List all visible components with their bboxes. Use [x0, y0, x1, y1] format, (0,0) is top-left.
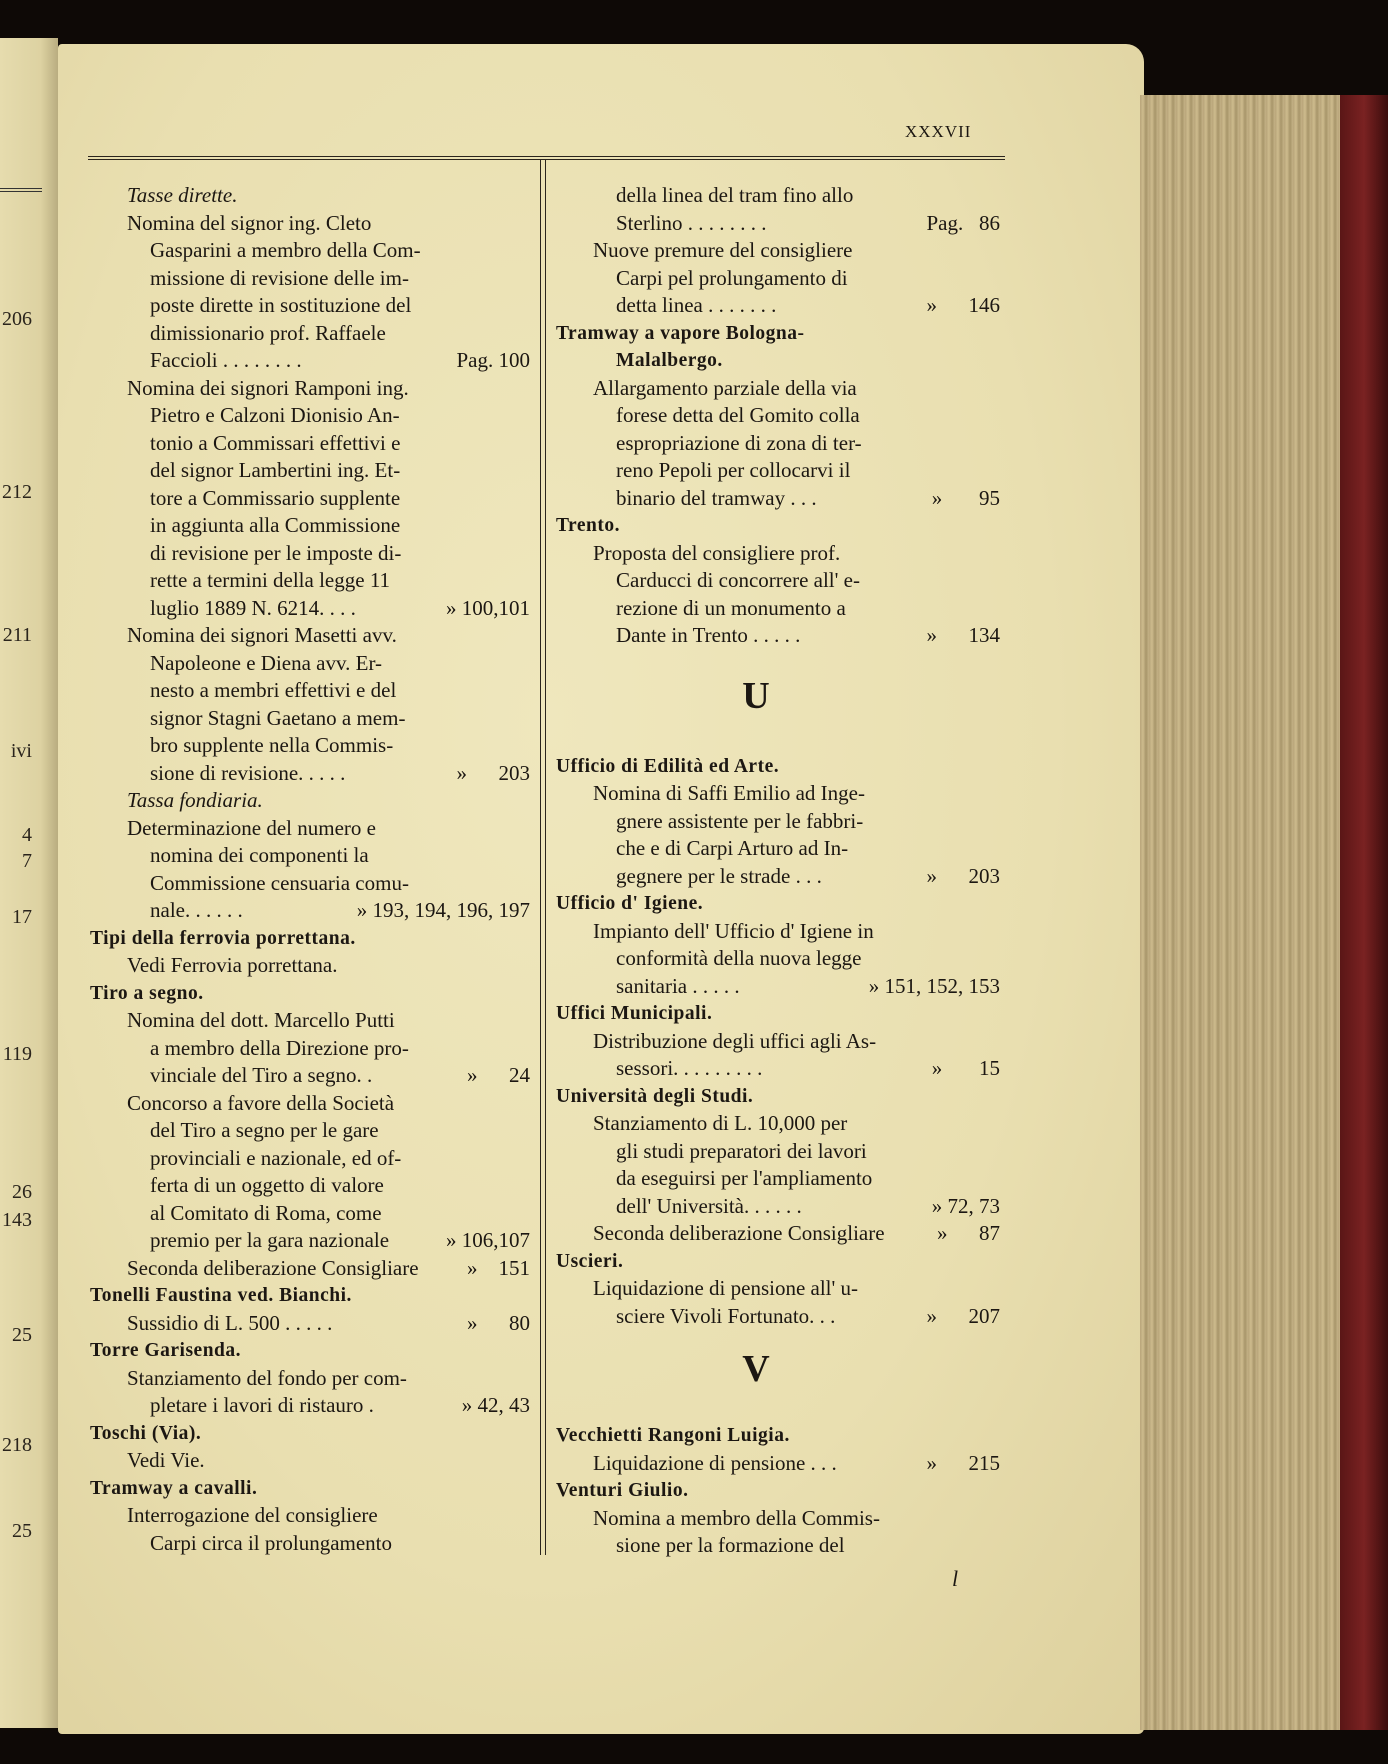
index-line	[90, 1227, 530, 1255]
page-reference: » 134	[926, 623, 1000, 647]
index-line	[556, 485, 1000, 513]
index-line	[90, 760, 530, 788]
index-line-text: Nomina di Saffi Emilio ad Inge-	[593, 781, 865, 805]
index-line	[556, 1165, 1000, 1193]
index-line-text: Tonelli Faustina ved. Bianchi.	[90, 1285, 352, 1306]
index-line	[556, 918, 1000, 946]
index-line-text: Stanziamento del fondo per com-	[127, 1365, 407, 1390]
index-line	[556, 1275, 1000, 1303]
index-line-text: Vedi Ferrovia porrettana.	[127, 953, 338, 977]
index-line	[556, 808, 1000, 836]
index-line-text: Sterlino . . . . . . . .	[616, 210, 767, 235]
column-divider	[540, 160, 546, 1555]
index-line-text: nesto a membri effettivi e del	[150, 678, 397, 702]
index-line-text: del signor Lambertini ing. Et-	[150, 458, 401, 482]
index-line	[556, 1450, 1000, 1478]
index-line-text: nale. . . . . .	[150, 898, 243, 922]
index-line-text: Commissione censuaria comu-	[150, 870, 409, 895]
previous-page-number: 211	[2, 624, 32, 646]
index-line	[556, 835, 1000, 863]
index-line-text: sessori. . . . . . . . .	[616, 1056, 763, 1080]
index-line-text: del Tiro a segno per le gare	[150, 1118, 379, 1142]
index-line	[90, 1530, 530, 1558]
index-line	[90, 1007, 530, 1035]
index-entry-heading	[556, 1477, 1000, 1505]
index-entry-heading	[90, 925, 530, 953]
index-line-text: Torre Garisenda.	[90, 1340, 242, 1361]
index-line-text: Tipi della ferrovia porrettana.	[90, 927, 356, 949]
index-line-text: al Comitato di Roma, come	[150, 1200, 382, 1225]
page-reference: » 24	[467, 1063, 530, 1087]
previous-page-number: 25	[12, 1324, 32, 1346]
index-line	[90, 1062, 530, 1090]
index-line-text: signor Stagni Gaetano a mem-	[150, 705, 406, 730]
index-entry-heading	[556, 347, 1000, 375]
book-binding	[1340, 95, 1388, 1730]
index-line	[90, 347, 530, 375]
index-line	[90, 1502, 530, 1530]
index-line-text: Tiro a segno.	[90, 982, 204, 1004]
page-reference: » 151	[467, 1255, 530, 1280]
index-line-text: Concorso a favore della Società	[127, 1090, 395, 1115]
index-line-text: ferta di un oggetto di valore	[150, 1173, 384, 1197]
index-line	[556, 1193, 1000, 1221]
index-line-text: Nuove premure del consigliere	[593, 238, 853, 262]
index-entry-heading	[556, 1248, 1000, 1276]
index-line	[90, 237, 530, 265]
index-entry-heading	[90, 1420, 530, 1448]
previous-page-edge	[0, 38, 58, 1728]
page-reference: » 87	[937, 1221, 1000, 1245]
index-line	[90, 677, 530, 705]
index-line-text: poste dirette in sostituzione del	[150, 293, 412, 317]
index-line	[90, 265, 530, 293]
index-line-text: Seconda deliberazione Consigliare	[593, 1221, 885, 1245]
index-line-text: Proposta del consigliere prof.	[593, 540, 841, 565]
page-reference: » 80	[467, 1310, 530, 1335]
index-line-text: Dante in Trento . . . . .	[616, 623, 801, 647]
index-line-text: gnere assistente per le fabbri-	[616, 808, 864, 833]
previous-page-number: 212	[2, 481, 32, 503]
page-reference: » 193, 194, 196, 197	[356, 898, 530, 922]
index-line-text: di revisione per le imposte di-	[150, 540, 402, 565]
index-line-text: Vecchietti Rangoni Luigia.	[556, 1425, 790, 1446]
index-line-text: rette a termini della legge 11	[150, 568, 391, 592]
index-line-text: Toschi (Via).	[90, 1422, 202, 1444]
page-reference: » 100,101	[446, 595, 530, 620]
index-line-text: Ufficio d' Igiene.	[556, 893, 704, 914]
index-line	[90, 182, 530, 210]
previous-page-number: ivi	[10, 740, 32, 762]
page-reference: » 207	[926, 1303, 1000, 1328]
index-line	[90, 540, 530, 568]
previous-page-number: 25	[12, 1520, 32, 1542]
index-line	[90, 1145, 530, 1173]
page-number: XXXVII	[905, 122, 972, 141]
index-line-text: pletare i lavori di ristauro .	[150, 1393, 374, 1417]
index-line-text: Università degli Studi.	[556, 1085, 754, 1107]
index-line-text: vinciale del Tiro a segno. .	[150, 1063, 373, 1087]
previous-page-number: 119	[2, 1043, 32, 1065]
index-entry-heading	[90, 980, 530, 1008]
index-line	[556, 1220, 1000, 1248]
index-line	[90, 1310, 530, 1338]
index-line-text: Gasparini a membro della Com-	[150, 238, 421, 262]
page-reference: Pag. 86	[926, 210, 1000, 235]
index-line	[556, 540, 1000, 568]
index-line	[90, 457, 530, 485]
index-line-text: da eseguirsi per l'ampliamento	[616, 1166, 873, 1190]
index-line	[556, 402, 1000, 430]
index-line-text: Faccioli . . . . . . . .	[150, 348, 302, 372]
index-entry-heading	[90, 1337, 530, 1365]
index-line-text: Carpi pel prolungamento di	[616, 265, 848, 290]
index-line	[556, 210, 1000, 238]
index-line-text: tore a Commissario supplente	[150, 485, 401, 510]
index-line-text: provinciali e nazionale, ed of-	[150, 1145, 402, 1170]
index-line-text: Carpi circa il prolungamento	[150, 1530, 393, 1555]
previous-page-number: 206	[2, 308, 32, 330]
index-line	[90, 705, 530, 733]
index-line	[90, 1035, 530, 1063]
index-line-text: Determinazione del numero e	[127, 815, 376, 840]
index-line-text: Pietro e Calzoni Dionisio An-	[150, 403, 400, 427]
index-line	[90, 512, 530, 540]
index-line-text: Napoleone e Diena avv. Er-	[150, 650, 383, 675]
index-column-right	[556, 182, 1000, 1560]
index-line-text: Tassa fondiaria.	[127, 788, 263, 812]
index-line	[556, 973, 1000, 1001]
index-line-text: detta linea . . . . . . .	[616, 293, 777, 317]
index-line	[90, 375, 530, 403]
previous-page-number: 17	[12, 906, 32, 928]
index-line-text: Nomina dei signori Masetti avv.	[127, 623, 397, 647]
index-line-text: Tasse dirette.	[127, 183, 238, 207]
index-line-text: tonio a Commissari effettivi e	[150, 430, 401, 455]
section-letter-heading: V	[742, 1348, 770, 1390]
index-line-text: conformità della nuova legge	[616, 946, 862, 970]
index-line	[90, 870, 530, 898]
index-line-text: Trento.	[556, 515, 620, 536]
index-line	[556, 457, 1000, 485]
page-reference: » 151, 152, 153	[868, 973, 1000, 998]
index-line-text: reno Pepoli per collocarvi il	[616, 458, 851, 482]
page-reference: » 215	[926, 1450, 1000, 1475]
signature-mark: l	[952, 1566, 959, 1591]
index-line-text: premio per la gara nazionale	[150, 1228, 390, 1252]
index-line-text: Allargamento parziale della via	[593, 375, 857, 400]
index-line-text: Ufficio di Edilità ed Arte.	[556, 755, 780, 777]
index-line-text: Nomina del signor ing. Cleto	[127, 210, 372, 235]
previous-page-number: 218	[2, 1434, 32, 1456]
index-line-text: sanitaria . . . . .	[616, 973, 740, 998]
index-line	[90, 402, 530, 430]
page-reference: Pag. 100	[456, 348, 530, 372]
index-entry-heading	[556, 512, 1000, 540]
index-column-left	[90, 182, 530, 1557]
index-line	[90, 952, 530, 980]
rule	[0, 188, 42, 192]
index-line-text: missione di revisione delle im-	[150, 265, 409, 290]
index-entry-heading	[90, 1475, 530, 1503]
index-line	[90, 1200, 530, 1228]
page-reference: » 203	[926, 863, 1000, 888]
index-line	[556, 945, 1000, 973]
index-line-text: Sussidio di L. 500 . . . . .	[127, 1310, 333, 1335]
index-line	[90, 320, 530, 348]
index-line-text: Malalbergo.	[616, 350, 723, 371]
index-line	[90, 787, 530, 815]
index-line	[556, 1532, 1000, 1560]
index-line-text: luglio 1889 N. 6214. . . .	[150, 595, 356, 620]
index-line	[90, 1172, 530, 1200]
index-line	[556, 780, 1000, 808]
index-line	[90, 210, 530, 238]
index-line-text: sione per la formazione del	[616, 1533, 845, 1557]
previous-page-number: 143	[2, 1209, 32, 1231]
previous-page-number: 7	[22, 850, 32, 872]
page-reference: » 106,107	[446, 1228, 530, 1252]
index-line	[556, 1303, 1000, 1331]
index-line-text: Nomina del dott. Marcello Putti	[127, 1008, 395, 1032]
index-line-text: forese detta del Gomito colla	[616, 403, 860, 427]
index-line	[556, 182, 1000, 210]
index-entry-heading	[556, 890, 1000, 918]
index-line	[556, 567, 1000, 595]
index-line	[90, 292, 530, 320]
index-line	[556, 375, 1000, 403]
page-reference: » 146	[926, 293, 1000, 317]
index-line	[90, 1447, 530, 1475]
index-line-text: Impianto dell' Ufficio d' Igiene in	[593, 918, 874, 943]
index-line	[90, 567, 530, 595]
index-line	[90, 1365, 530, 1393]
index-line	[90, 897, 530, 925]
index-line-text: Liquidazione di pensione all' u-	[593, 1276, 859, 1300]
index-line-text: Liquidazione di pensione . . .	[593, 1450, 837, 1475]
index-line-text: della linea del tram fino allo	[616, 183, 854, 207]
index-line-text: Seconda deliberazione Consigliare	[127, 1255, 419, 1280]
index-line	[90, 842, 530, 870]
index-line-text: sciere Vivoli Fortunato. . .	[616, 1303, 836, 1328]
index-line	[556, 292, 1000, 320]
index-line-text: dell' Università. . . . . .	[616, 1193, 802, 1218]
index-entry-heading	[556, 320, 1000, 348]
index-line-text: binario del tramway . . .	[616, 485, 817, 510]
index-line	[556, 863, 1000, 891]
page-reference: » 72, 73	[931, 1193, 1000, 1218]
section-letter-heading: U	[742, 674, 770, 717]
index-line	[556, 595, 1000, 623]
index-line-text: bro supplente nella Commis-	[150, 733, 394, 757]
index-line	[556, 265, 1000, 293]
index-line-text: gli studi preparatori dei lavori	[616, 1138, 867, 1163]
index-line-text: sione di revisione. . . . .	[150, 760, 346, 785]
index-line-text: Uscieri.	[556, 1250, 624, 1272]
page-reference: » 203	[456, 760, 530, 785]
page-reference: » 95	[931, 485, 1000, 510]
index-line	[556, 1110, 1000, 1138]
page-reference: » 15	[931, 1056, 1000, 1080]
index-line	[90, 485, 530, 513]
index-line-text: dimissionario prof. Raffaele	[150, 320, 386, 345]
index-line-text: Nomina a membro della Commis-	[593, 1505, 880, 1530]
header-rule	[88, 156, 1005, 160]
index-line	[556, 237, 1000, 265]
index-line	[90, 430, 530, 458]
index-line-text: a membro della Direzione pro-	[150, 1035, 409, 1060]
index-entry-heading	[556, 753, 1000, 781]
index-line	[556, 622, 1000, 650]
index-line-text: Carducci di concorrere all' e-	[616, 568, 860, 592]
index-line	[90, 595, 530, 623]
index-line-text: in aggiunta alla Commissione	[150, 513, 401, 537]
index-line	[90, 732, 530, 760]
index-line-text: gegnere per le strade . . .	[616, 863, 822, 888]
index-entry-heading	[556, 1083, 1000, 1111]
index-line	[90, 1392, 530, 1420]
index-entry-heading	[556, 1422, 1000, 1450]
index-line-text: Uffici Municipali.	[556, 1003, 713, 1024]
index-line-text: Vedi Vie.	[127, 1448, 205, 1472]
index-line-text: Tramway a vapore Bologna-	[556, 322, 805, 344]
index-line-text: Stanziamento di L. 10,000 per	[593, 1111, 848, 1135]
index-line	[556, 430, 1000, 458]
index-line	[556, 1055, 1000, 1083]
index-line-text: Distribuzione degli uffici agli As-	[593, 1028, 877, 1053]
index-line	[90, 1090, 530, 1118]
index-line	[556, 1138, 1000, 1166]
index-line	[556, 1028, 1000, 1056]
index-line	[556, 1505, 1000, 1533]
index-entry-heading	[90, 1282, 530, 1310]
previous-page-number: 26	[12, 1181, 32, 1203]
index-line-text: nomina dei componenti la	[150, 843, 369, 867]
index-line	[90, 622, 530, 650]
index-entry-heading	[556, 1000, 1000, 1028]
index-line-text: Interrogazione del consigliere	[127, 1503, 378, 1527]
index-line-text: Tramway a cavalli.	[90, 1477, 258, 1499]
index-line-text: Venturi Giulio.	[556, 1480, 689, 1501]
index-line-text: Nomina dei signori Ramponi ing.	[127, 375, 409, 400]
page-reference: » 42, 43	[461, 1393, 530, 1417]
index-line-text: espropriazione di zona di ter-	[616, 430, 862, 455]
index-line	[90, 1117, 530, 1145]
index-line-text: rezione di un monumento a	[616, 595, 846, 620]
index-line	[90, 650, 530, 678]
previous-page-number: 4	[22, 824, 32, 846]
index-line	[90, 815, 530, 843]
index-line-text: che e di Carpi Arturo ad In-	[616, 836, 849, 860]
index-line	[90, 1255, 530, 1283]
